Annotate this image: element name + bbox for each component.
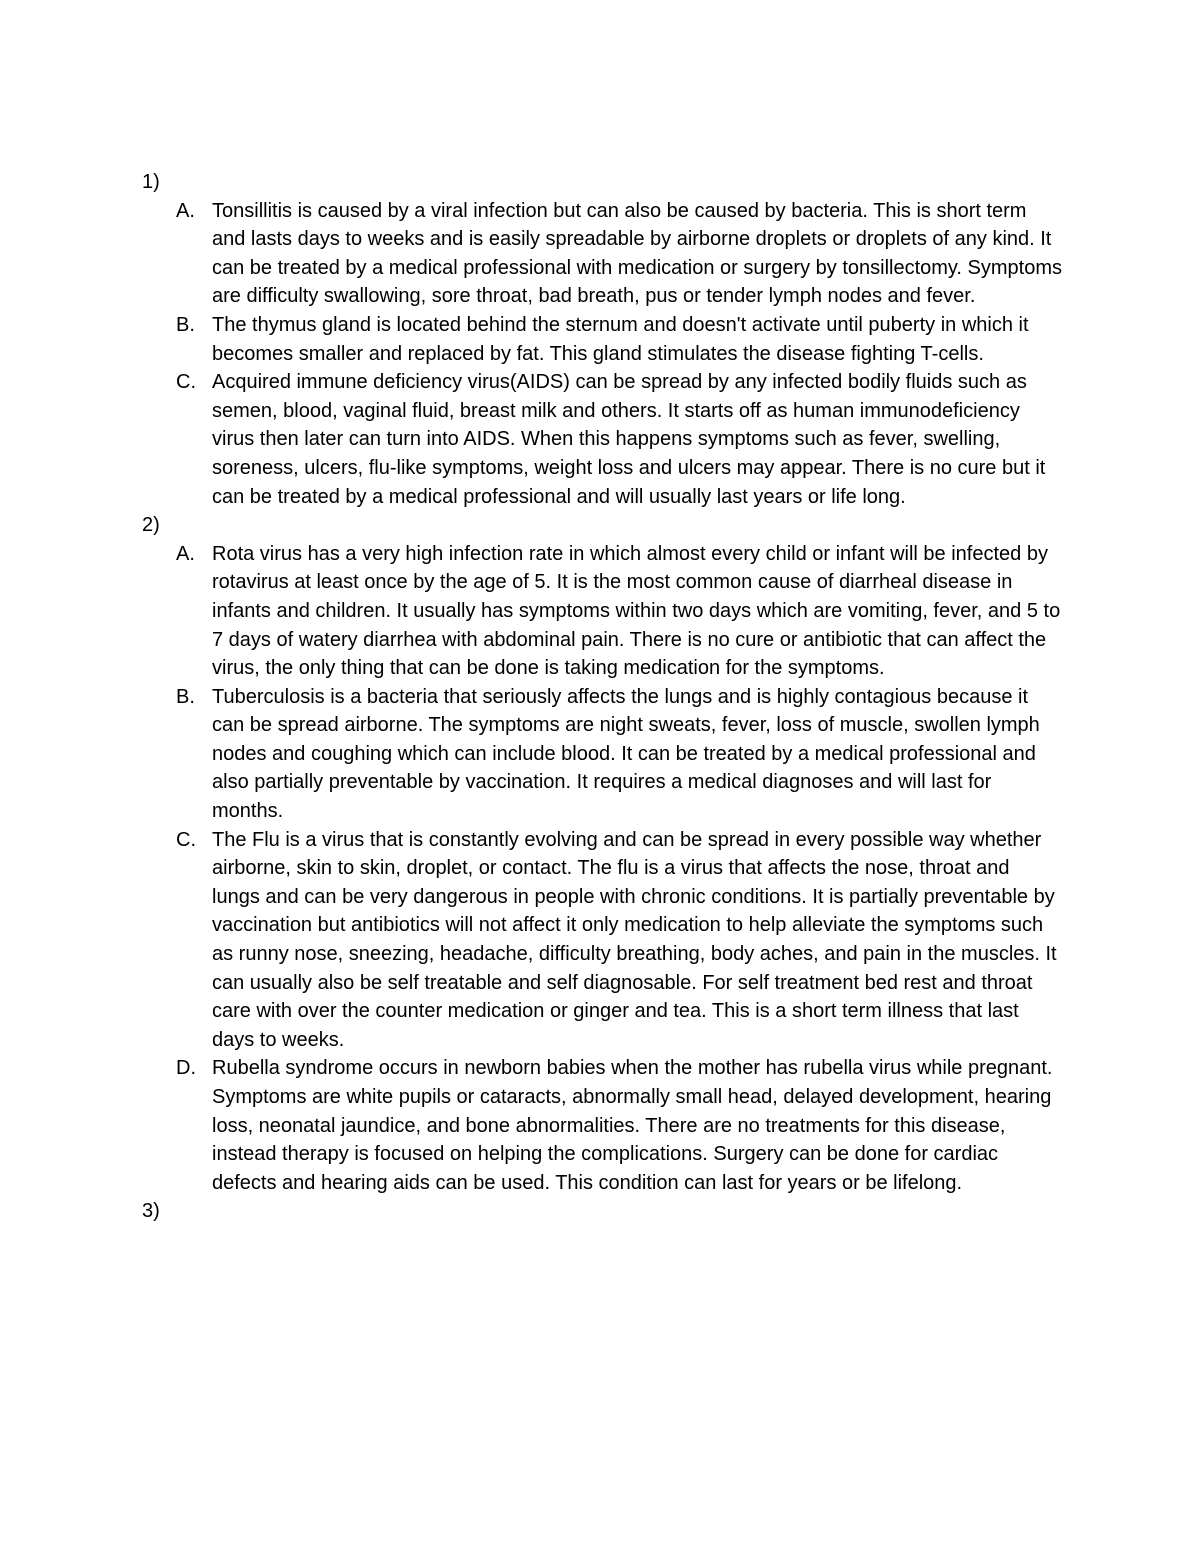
section-3 bbox=[142, 1197, 1082, 1226]
item-letter: D. bbox=[176, 1057, 196, 1080]
item-text: Tuberculosis is a bacteria that seriously affects the lungs and is highly contagious because it can be spread airborne. The symptoms are night sweats, fever, loss of muscle, swollen lymph nodes and coughing which can include blood. It can be treated by a medical professional and also partially preventable by vaccination. It requires a medical diagnoses and will last for months. bbox=[212, 685, 1040, 823]
list-item bbox=[142, 311, 1082, 368]
item-text: Rota virus has a very high infection rate in which almost every child or infant will be infected by rotavirus at least once by the age of 5. It is the most common cause of diarrheal disease in infants and children. It usually has symptoms within two days which are vomiting, fever, and 5 to 7 days of watery diarrhea with abdominal pain. There is no cure or antibiotic that can affect the virus, the only thing that can be done is taking medication for the symptoms. bbox=[212, 542, 1061, 680]
item-letter: B. bbox=[176, 685, 195, 708]
item-letter: A. bbox=[176, 542, 195, 565]
item-letter: C. bbox=[176, 371, 196, 394]
list-item bbox=[142, 1054, 1082, 1197]
item-text: Rubella syndrome occurs in newborn babies when the mother has rubella virus while pregnant. Symptoms are white pupils or cataracts, abnormally small head, delayed development, hearing loss, neonatal jaundice, and bone abnormalities. There are no treatments for this disease, instead therapy is focused on helping the complications. Surgery can be done for cardiac defects and hearing aids can be used. This condition can last for years or be lifelong. bbox=[212, 1057, 1053, 1194]
item-text: The thymus gland is located behind the sternum and doesn't activate until puberty in which it becomes smaller and replaced by fat. This gland stimulates the disease fighting T-cells. bbox=[212, 313, 1029, 365]
item-text: Tonsillitis is caused by a viral infection but can also be caused by bacteria. This is short term and lasts days to weeks and is easily spreadable by airborne droplets or droplets of any kind. It can be treated by a medical professional with medication or surgery by tonsillectomy. Symptoms are difficulty swallowing, sore throat, bad breath, pus or tender lymph nodes and fever. bbox=[212, 199, 1063, 308]
item-letter: C. bbox=[176, 828, 196, 851]
list-item bbox=[142, 540, 1082, 683]
list-item bbox=[142, 826, 1082, 1055]
item-text: The Flu is a virus that is constantly evolving and can be spread in every possible way whether airborne, skin to skin, droplet, or contact. The flu is a virus that affects the nose, throat and lungs and can be very dangerous in people with chronic conditions. It is partially preventable by vaccination but antibiotics will not affect it only medication to help alleviate the symptoms such as runny nose, sneezing, headache, difficulty breathing, body aches, and pain in the muscles. It can usually also be self treatable and self diagnosable. For self treatment bed rest and throat care with over the counter medication or ginger and tea. This is a short term illness that last days to weeks. bbox=[212, 828, 1057, 1051]
section-number: 2) bbox=[142, 514, 160, 537]
section-number: 1) bbox=[142, 171, 160, 193]
item-letter: B. bbox=[176, 313, 195, 336]
list-item bbox=[142, 368, 1082, 511]
item-letter: A. bbox=[176, 199, 195, 222]
section-1 bbox=[142, 168, 1082, 511]
item-text: Acquired immune deficiency virus(AIDS) can be spread by any infected bodily fluids such as semen, blood, vaginal fluid, breast milk and others. It starts off as human immunodeficiency virus then later can turn into AIDS. When this happens symptoms such as fever, swelling, soreness, ulcers, flu-like symptoms, weight loss and ulcers may appear. There is no cure but it can be treated by a medical professional and will usually last years or life long. bbox=[212, 371, 1046, 508]
document-content bbox=[142, 168, 1082, 1226]
section-2 bbox=[142, 511, 1082, 1197]
section-number: 3) bbox=[142, 1200, 160, 1223]
list-item bbox=[142, 683, 1082, 826]
list-item bbox=[142, 197, 1082, 311]
